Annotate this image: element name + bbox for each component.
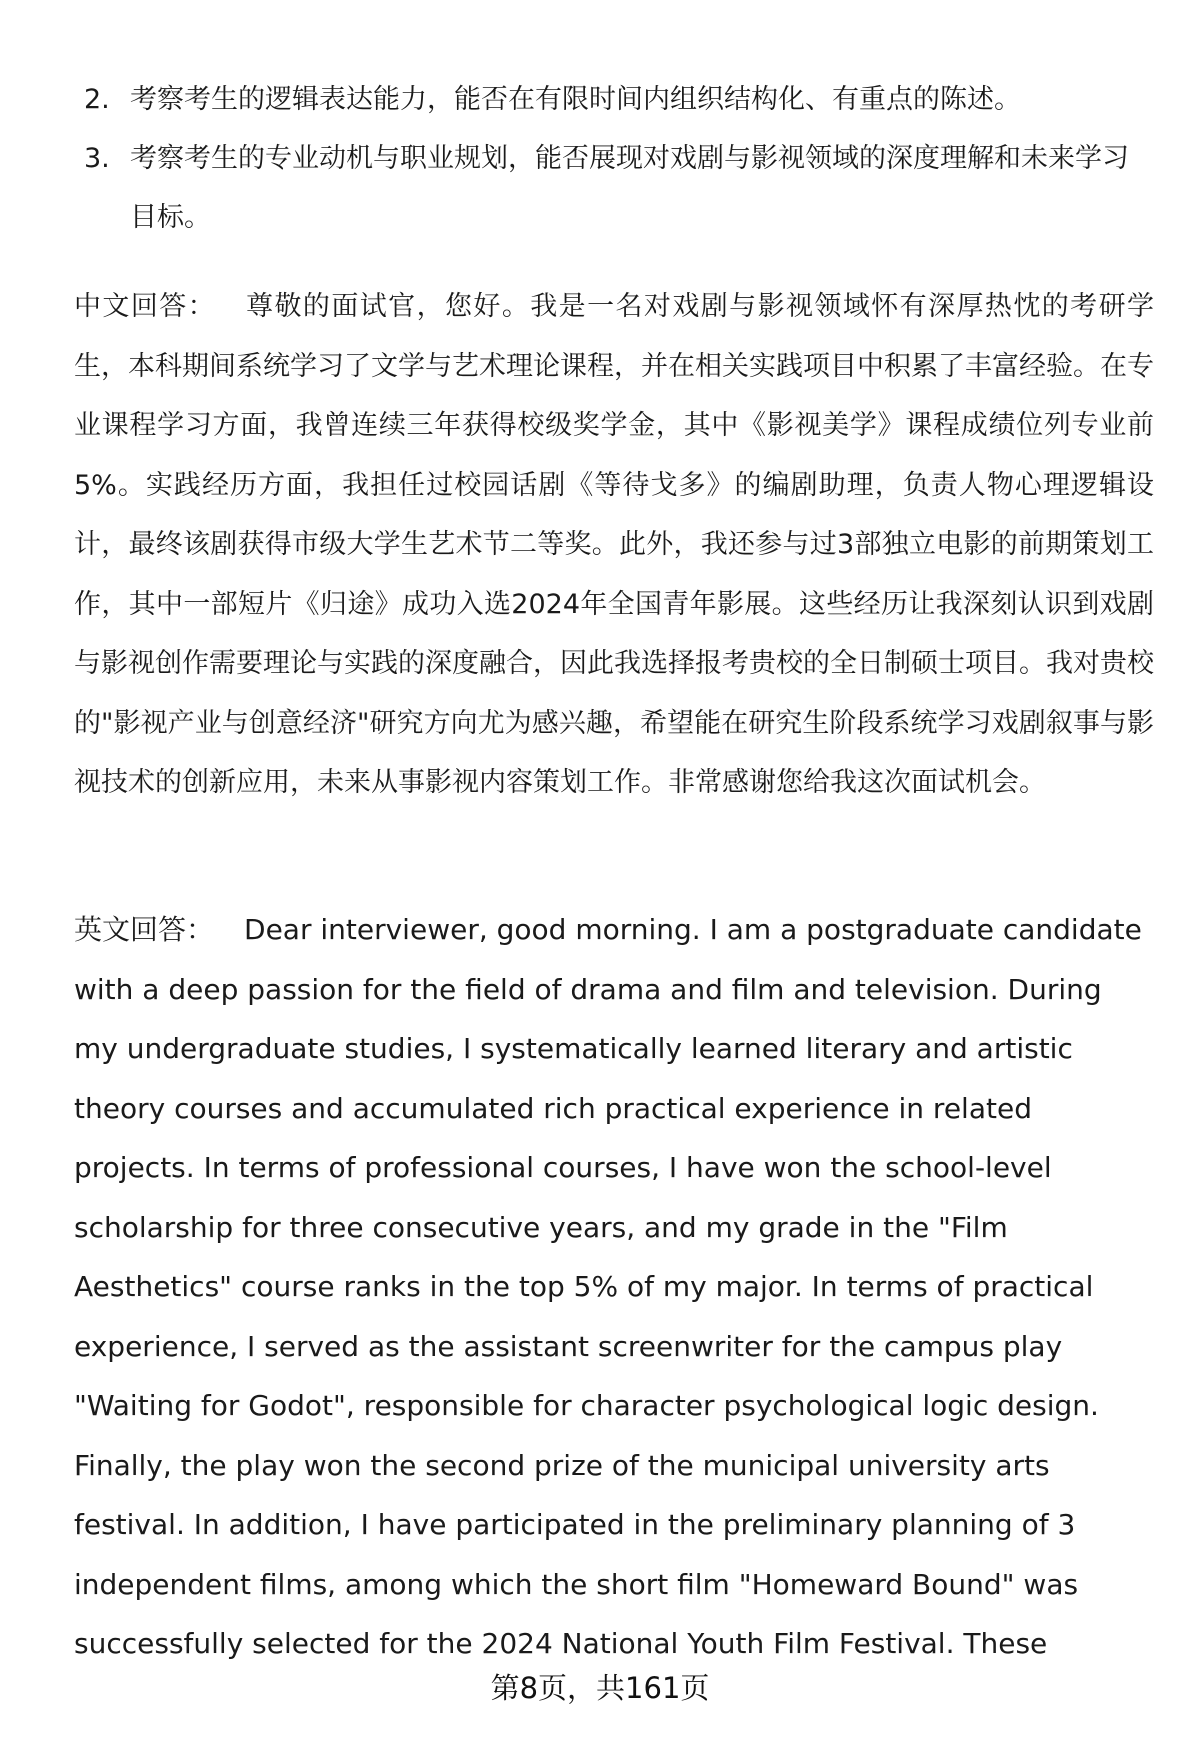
criteria-list — [84, 70, 1144, 247]
list-item-number: 2. — [84, 84, 110, 115]
page-number-label: 第8页，共161页 — [490, 1671, 710, 1705]
chinese-answer-paragraph — [74, 277, 1154, 813]
english-answer-paragraph — [74, 900, 1154, 1674]
list-item-number: 3. — [84, 143, 110, 174]
chinese-answer-text: 尊敬的面试官，您好。我是一名对戏剧与影视领域怀有深厚热忱的考研学生，本科期间系统学习了文学与艺术理论课程，并在相关实践项目中积累了丰富经验。在专业课程学习方面，我曾连续三年获得校级奖学金，其中《影视美学》课程成绩位列专业前5%。实践经历方面，我担任过校园话剧《等待戈多》的编剧助理，负责人物心理逻辑设计，最终该剧获得市级大学生艺术节二等奖。此外，我还参与过3部独立电影的前期策划工作，其中一部短片《归途》成功入选2024年全国青年影展。这些经历让我深刻认识到戏剧与影视创作需要理论与实践的深度融合，因此我选择报考贵校的全日制硕士项目。我对贵校的"影视产业与创意经济"研究方向尤为感兴趣，希望能在研究生阶段系统学习戏剧叙事与影视技术的创新应用，未来从事影视内容策划工作。非常感谢您给我这次面试机会。 — [74, 291, 1155, 798]
list-item — [84, 70, 1144, 129]
english-answer-text: Dear interviewer, good morning. I am a postgraduate candidate with a deep passion for the field of drama and film and television. During my undergraduate studies, I systematically learned literary and artistic theory courses and accumulated rich practical experience in related projects. In terms of professional courses, I have won the school-level scholarship for three consecutive years, and my grade in the "Film Aesthetics" course ranks in the top 5% of my major. In terms of practical experience, I served as the assistant screenwriter for the campus play "Waiting for Godot", responsible for character psychological logic design. Finally, the play won the second prize of the municipal university arts festival. In addition, I have participated in the preliminary planning of 3 independent films, among which the short film "Homeward Bound" was successfully selected for the 2024 National Youth Film Festival. These — [74, 913, 1142, 1660]
list-item-text: 考察考生的专业动机与职业规划，能否展现对戏剧与影视领域的深度理解和未来学习目标。 — [130, 143, 1129, 233]
list-item — [84, 129, 1144, 247]
list-item-text: 考察考生的逻辑表达能力，能否在有限时间内组织结构化、有重点的陈述。 — [130, 84, 1021, 115]
chinese-answer-label: 中文回答： — [74, 291, 217, 322]
english-answer-label: 英文回答： — [74, 913, 215, 946]
page-footer — [0, 1668, 1200, 1708]
